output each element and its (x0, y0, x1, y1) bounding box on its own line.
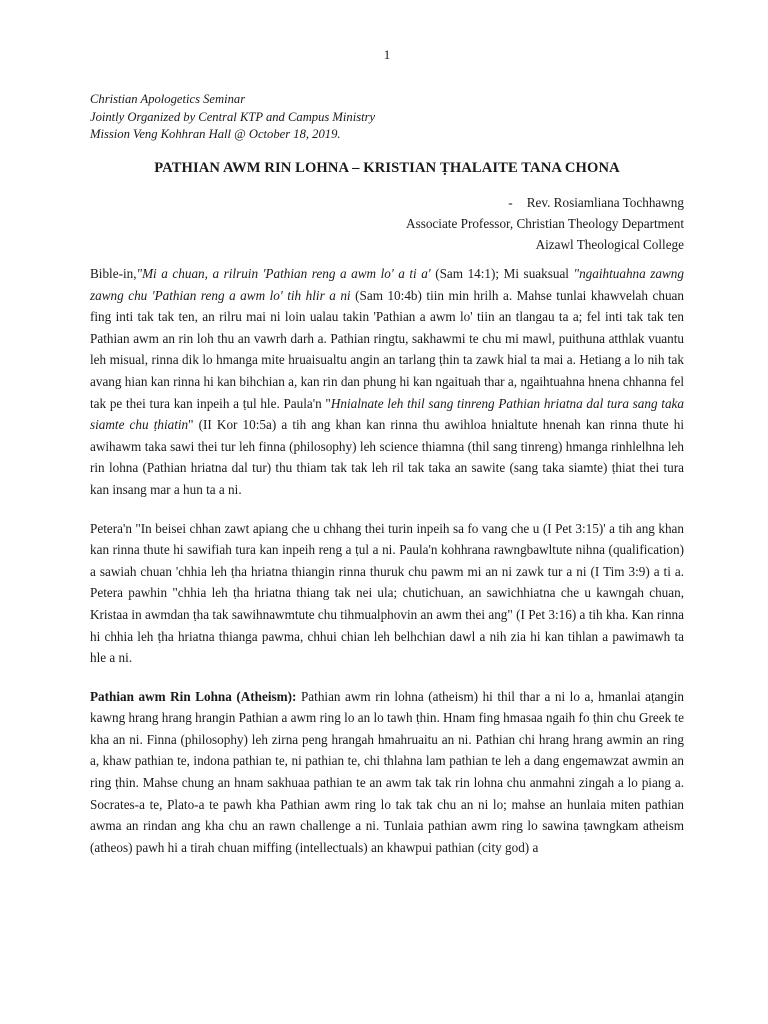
author-block (406, 192, 684, 255)
bible-quote-sam-10: "ngaihtuahna zawng zawng chu 'Pathian reng a awm lo' tih hlir a ni (90, 266, 684, 303)
paragraph-2: Petera'n "In beisei chhan zawt apiang che u chhang thei turin inpeih sa fo vang che u (I Pet 3:15)' a tih ang khan kan rinna thute hi sawifiah tura kan inpeih reng a ṭul a ni. Paula'n kohhrana rawngbawltute nihna (qualification) a sawiah chuan 'chhia leh ṭha hriatna thiangin rinna thuruk chu pawm mi an ni zawk tur a ni (I Tim 3:9) a ti a. Petera pawhin "chhia leh ṭha hriatna thiang tak nei ula; chutichuan, an sawichhiatna che u kawngah chuan, Kristaa in awmdan ṭha tak sawihnawmtute chu tihmualphovin an awm thei ang" (I Pet 3:16) a tih kha. Kan rinna hi chhia leh ṭha hriatna thianga pawma, chhui chian leh belhchian dawl a nih zia hi kan tihlan a pawimawh ta hle a ni. (90, 520, 684, 666)
author-name-line (406, 192, 684, 213)
paragraph-3 (90, 686, 684, 859)
seminar-title: Christian Apologetics Seminar (90, 92, 246, 106)
paragraph-1-text: (Sam 10:4b) tiin min hrilh a. Mahse tunlai khawvelah chuan fing inti tak tak ten, an rilru mai ni loin ualau takin 'Pathian a awm lo' tiin an tlangau ta a; fel inti tak tak ten Pathian awm an rin loh thu an vawrh darh a. Pathian ringtu, sakhawmi te chu mi mawl, puithuna atthlak vuantu leh misual, rinna dik lo hmanga mite hruaisualtu angin an tarlang ṭhin ta zawk hial ta mai a. Hetiang a lo nih tak avang hian kan rinna hi kan bihchian a, kan rin dan phung hi kan ngaituah thar a, ngaihtuahna hnena chhanna fel tak pe thei tura kan inpeih a ṭul hle. Paula'n " (90, 287, 684, 411)
author-name: Rev. Rosiamliana Tochhawng (526, 195, 684, 210)
bible-quote-sam-14: "Mi a chuan, a rilruin 'Pathian reng a awm lo' a ti a' (136, 266, 431, 281)
body-text (90, 263, 684, 858)
author-institution: Aizawl Theological College (535, 237, 684, 252)
paragraph-1 (90, 263, 684, 501)
seminar-info (90, 91, 375, 144)
document-title: PATHIAN AWM RIN LOHNA – KRISTIAN ṬHALAITE TANA CHONA (154, 160, 620, 176)
author-dash: - (508, 195, 513, 210)
paragraph-1-text: Bible-in, (90, 266, 137, 281)
seminar-organizers: Jointly Organized by Central KTP and Campus Ministry (90, 109, 376, 124)
bible-quote-2-kor: Hnialnate leh thil sang tinreng Pathian hriatna dal tura sang taka siamte chu ṭhiatin (90, 395, 684, 433)
paragraph-3-text: Pathian awm rin lohna (atheism) hi thil thar a ni lo a, hmanlai aṭangin kawng hrang hrang hrangin Pathian a awm ring lo an lo tawh ṭhin. Hnam fing hmasaa ngaih fo ṭhin chu Greek te kha an ni. Finna (philosophy) leh zirna peng hrangah hmahruaitu an ni. Pathian chi hrang hrang awmin an ring a, khaw pathian te, indona pathian te, ni pathian te, chi thlahna lam pathian te leh a dang engemawzat awmin an ring ṭhin. Mahse chung an hnam sakhuaa pathian te an awm tak tak rin lohna chu anmahni zingah a lo piang a. Socrates-a te, Plato-a te pawh kha Pathian awm ring lo tak tak chu an ni lo; mahse an hunlaia miten pathian awma an rindan ang kha chu an rawn challenge a ni. Tunlaia pathian awm ring lo sawina ṭawngkam atheism (atheos) pawh hi a tirah chuan miffing (intellectuals) an khawpui pathian (city god) a (90, 688, 685, 855)
section-heading-atheism: Pathian awm Rin Lohna (Atheism): (90, 688, 297, 704)
paragraph-1-text: " (II Kor 10:5a) a tih ang khan kan rinna thu awihloa hnialtute hnenah kan rinna thute hi awihawm taka sawi thei tur leh finna (philosophy) leh science thiamna (thil sang tinreng) hmanga rinhlelhna leh rin lohna (Pathian hriatna dal tur) thu thiam tak tak leh ril tak taka an sawite (sang taka siamte) ṭhiat thei tura kan insang mar a hun ta a ni. (90, 417, 684, 497)
page-number: 1 (383, 47, 391, 62)
author-position: Associate Professor, Christian Theology Department (406, 216, 684, 231)
paragraph-1-text: (Sam 14:1); Mi suaksual (430, 266, 574, 281)
seminar-venue-date: Mission Veng Kohhran Hall @ October 18, 2019. (90, 127, 341, 141)
